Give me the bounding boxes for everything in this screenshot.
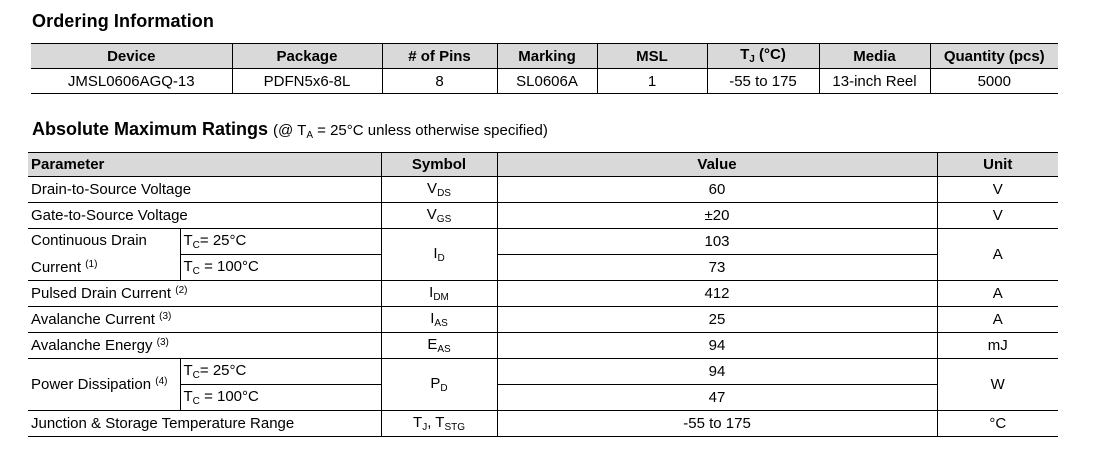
ordering-information-table	[31, 43, 1058, 94]
value-cell: 94	[497, 359, 937, 385]
symbol-cell: $I_{AS}$	[381, 307, 497, 333]
unit-cell: mJ	[937, 333, 1058, 359]
absolute-maximum-ratings-title: Absolute Maximum Ratings (@ $T_A = 25^\circ C$ unless otherwise specified)	[32, 119, 548, 141]
header-media: Media	[819, 44, 930, 69]
unit-cell: V	[937, 203, 1058, 229]
symbol-cell: $I_D$	[381, 229, 497, 281]
table-row	[28, 359, 1058, 385]
value-cell: 60	[497, 177, 937, 203]
table-row	[28, 203, 1058, 229]
param-cell: Avalanche Current $^{(3)}$	[28, 307, 381, 333]
table-row	[28, 281, 1058, 307]
table-row	[28, 177, 1058, 203]
table-row	[28, 255, 1058, 281]
value-cell: 25	[497, 307, 937, 333]
value-cell: 47	[497, 385, 937, 411]
condition-cell: $T_C= 25^\circ C$	[180, 359, 381, 385]
header-parameter: Parameter	[28, 153, 381, 177]
ratings-condition: (@ $T_A = 25^\circ C$ unless otherwise specified)	[273, 122, 548, 141]
header-value: Value	[497, 153, 937, 177]
table-row	[28, 307, 1058, 333]
unit-cell: °C	[937, 411, 1058, 437]
unit-cell: A	[937, 229, 1058, 281]
symbol-cell: $P_D$	[381, 359, 497, 411]
ordering-header-row	[31, 44, 1058, 69]
symbol-cell: $E_{AS}$	[381, 333, 497, 359]
table-row	[28, 411, 1058, 437]
condition-cell: $T_C= 25^\circ C$	[180, 229, 381, 255]
header-unit: Unit	[937, 153, 1058, 177]
device-cell: JMSL0606AGQ-13	[31, 69, 232, 94]
package-cell: PDFN5x6-8L	[232, 69, 382, 94]
header-quantity: Quantity (pcs)	[930, 44, 1058, 69]
media-cell: 13-inch Reel	[819, 69, 930, 94]
value-cell: -55 to 175	[497, 411, 937, 437]
param-cell: Power Dissipation $^{(4)}$	[28, 359, 180, 411]
condition-cell: $T_C = 100^\circ C$	[180, 385, 381, 411]
symbol-cell: $V_{GS}$	[381, 203, 497, 229]
header-device: Device	[31, 44, 232, 69]
header-marking: Marking	[497, 44, 597, 69]
table-row	[28, 229, 1058, 255]
value-cell: ±20	[497, 203, 937, 229]
table-row	[28, 333, 1058, 359]
header-package: Package	[232, 44, 382, 69]
header-msl: MSL	[597, 44, 707, 69]
absolute-maximum-ratings-table	[28, 152, 1058, 437]
value-cell: 412	[497, 281, 937, 307]
header-symbol: Symbol	[381, 153, 497, 177]
tj-cell: -55 to 175	[707, 69, 819, 94]
param-cell: Drain-to-Source Voltage	[28, 177, 381, 203]
symbol-cell: $T_J$, $T_{STG}$	[381, 411, 497, 437]
ordering-row	[31, 69, 1058, 94]
marking-cell: SL0606A	[497, 69, 597, 94]
unit-cell: A	[937, 307, 1058, 333]
param-cell: Gate-to-Source Voltage	[28, 203, 381, 229]
param-cell: Continuous Drain Current $^{(1)}$	[28, 229, 180, 281]
pins-cell: 8	[382, 69, 497, 94]
unit-cell: V	[937, 177, 1058, 203]
value-cell: 103	[497, 229, 937, 255]
ratings-header-row	[28, 153, 1058, 177]
symbol-cell: $I_{DM}$	[381, 281, 497, 307]
unit-cell: W	[937, 359, 1058, 411]
quantity-cell: 5000	[930, 69, 1058, 94]
value-cell: 94	[497, 333, 937, 359]
unit-cell: A	[937, 281, 1058, 307]
param-cell: Junction & Storage Temperature Range	[28, 411, 381, 437]
header-tj: $T_J$ (°C)	[707, 44, 819, 69]
param-cell: Pulsed Drain Current $^{(2)}$	[28, 281, 381, 307]
value-cell: 73	[497, 255, 937, 281]
ordering-information-title: Ordering Information	[32, 11, 214, 31]
symbol-cell: $V_{DS}$	[381, 177, 497, 203]
msl-cell: 1	[597, 69, 707, 94]
header-pins: # of Pins	[382, 44, 497, 69]
condition-cell: $T_C = 100^\circ C$	[180, 255, 381, 281]
param-cell: Avalanche Energy $^{(3)}$	[28, 333, 381, 359]
table-row	[28, 385, 1058, 411]
